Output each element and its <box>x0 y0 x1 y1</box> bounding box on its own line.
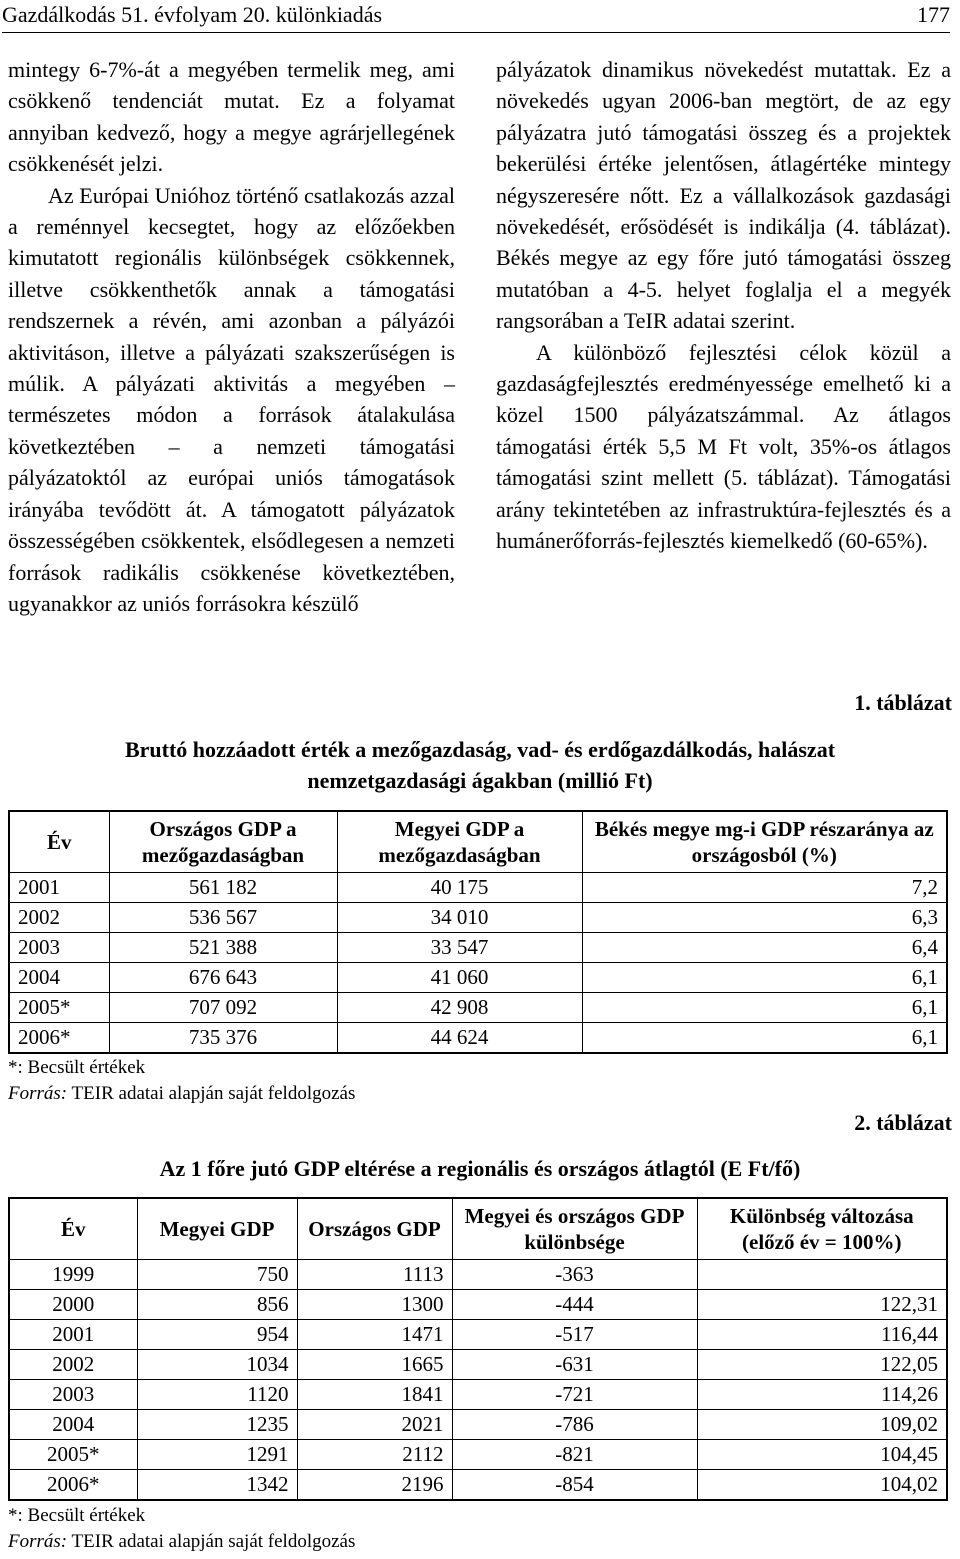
table-2-title: Az 1 főre jutó GDP eltérése a regionális és országos átlagtól (E Ft/fő) <box>159 1156 801 1181</box>
table-cell: 41 060 <box>337 963 582 993</box>
table-1 <box>8 810 948 1054</box>
table-cell: 1841 <box>297 1380 452 1410</box>
table-cell: 2003 <box>9 1380 137 1410</box>
table-cell: 6,1 <box>582 963 947 993</box>
table-1-title <box>0 734 960 796</box>
column-header: Megyei és országos GDP különbsége <box>452 1198 697 1260</box>
table-cell: 2006* <box>9 1470 137 1501</box>
table-cell: 6,1 <box>582 1023 947 1054</box>
table-1-source <box>8 1081 355 1107</box>
table-1-title-line: Bruttó hozzáadott érték a mezőgazdaság, vad- és erdőgazdálkodás, halászat <box>124 737 836 762</box>
table-cell: 2002 <box>9 903 109 933</box>
column-header: Megyei GDP <box>137 1198 297 1260</box>
table-cell: 1300 <box>297 1290 452 1320</box>
table-cell: 2021 <box>297 1410 452 1440</box>
table-2-source <box>8 1529 355 1555</box>
table-row <box>9 933 947 963</box>
column-header: Megyei GDP a mezőgazdaságban <box>337 811 582 873</box>
table-row <box>9 1023 947 1054</box>
table-cell: 6,3 <box>582 903 947 933</box>
column-header: Országos GDP a mezőgazdaságban <box>109 811 337 873</box>
table-cell: 33 547 <box>337 933 582 963</box>
journal-title: Gazdálkodás 51. évfolyam 20. különkiadás <box>2 2 383 27</box>
table-cell: 40 175 <box>337 873 582 903</box>
table-2-label: 2. táblázat <box>854 1110 952 1135</box>
table-2 <box>8 1197 948 1501</box>
table-cell: 1342 <box>137 1470 297 1501</box>
right-column <box>496 54 951 557</box>
table-cell: -786 <box>452 1410 697 1440</box>
table-cell: 735 376 <box>109 1023 337 1054</box>
source-label: Forrás: <box>8 1531 68 1552</box>
table-1-note: *: Becsült értékek <box>8 1057 146 1078</box>
table-cell: 2006* <box>9 1023 109 1054</box>
table-cell: 6,1 <box>582 993 947 1023</box>
table-cell: 1113 <box>297 1260 452 1290</box>
source-label: Forrás: <box>8 1083 68 1104</box>
table-cell: 44 624 <box>337 1023 582 1054</box>
table-row <box>9 903 947 933</box>
table-cell: 116,44 <box>697 1320 947 1350</box>
table-row <box>9 1350 947 1380</box>
table-cell: 2001 <box>9 873 109 903</box>
table-cell: 34 010 <box>337 903 582 933</box>
table-cell: 2003 <box>9 933 109 963</box>
column-header: Országos GDP <box>297 1198 452 1260</box>
table-row <box>9 963 947 993</box>
table-cell: 1034 <box>137 1350 297 1380</box>
table-row <box>9 1260 947 1290</box>
table-cell: 707 092 <box>109 993 337 1023</box>
table-cell: 2005* <box>9 1440 137 1470</box>
table-cell: 954 <box>137 1320 297 1350</box>
column-header: Év <box>9 811 109 873</box>
table-cell: 122,05 <box>697 1350 947 1380</box>
column-header: Év <box>9 1198 137 1260</box>
table-cell: 521 388 <box>109 933 337 963</box>
table-row <box>9 1380 947 1410</box>
paragraph: pályázatok dinamikus növekedést mutattak. Ez a növekedés ugyan 2006-ban megtört, de az egy pályázatra jutó támogatási összeg és a projektek bekerülési értéke jelentősen, átlagértéke mintegy négyszeresére nőtt. Ez a vállalkozások gazdasági növekedését, erősödését is indikálja (4. táblázat). Békés megye az egy főre jutó támogatási összeg mutatóban a 4-5. helyet foglalja el a megyék rangsorában a TeIR adatai szerint. <box>496 57 951 334</box>
table-cell: 1471 <box>297 1320 452 1350</box>
table-cell: 1999 <box>9 1260 137 1290</box>
table-cell: 856 <box>137 1290 297 1320</box>
table-cell: -721 <box>452 1380 697 1410</box>
table-cell: 2001 <box>9 1320 137 1350</box>
table-cell: 2196 <box>297 1470 452 1501</box>
table-1-label: 1. táblázat <box>854 690 952 715</box>
table-cell: 2002 <box>9 1350 137 1380</box>
table-cell: 104,45 <box>697 1440 947 1470</box>
source-text: TEIR adatai alapján saját feldolgozás <box>71 1531 356 1552</box>
table-cell: -444 <box>452 1290 697 1320</box>
table-cell: -854 <box>452 1470 697 1501</box>
table-header-row <box>9 811 947 873</box>
column-header: Békés megye mg-i GDP részaránya az országosból (%) <box>582 811 947 873</box>
source-text: TEIR adatai alapján saját feldolgozás <box>71 1083 356 1104</box>
table-cell: 1665 <box>297 1350 452 1380</box>
table-cell: 2005* <box>9 993 109 1023</box>
table-cell: 1291 <box>137 1440 297 1470</box>
table-row <box>9 993 947 1023</box>
table-cell: 750 <box>137 1260 297 1290</box>
table-cell: 7,2 <box>582 873 947 903</box>
table-cell: 2004 <box>9 1410 137 1440</box>
table-cell: -821 <box>452 1440 697 1470</box>
table-row <box>9 1440 947 1470</box>
table-cell: 2000 <box>9 1290 137 1320</box>
table-row <box>9 1290 947 1320</box>
table-cell: 2112 <box>297 1440 452 1470</box>
table-cell: -517 <box>452 1320 697 1350</box>
table-cell: 122,31 <box>697 1290 947 1320</box>
table-cell: 104,02 <box>697 1470 947 1501</box>
table-cell: 536 567 <box>109 903 337 933</box>
table-cell: -363 <box>452 1260 697 1290</box>
table-cell <box>697 1260 947 1290</box>
table-row <box>9 873 947 903</box>
table-cell: 42 908 <box>337 993 582 1023</box>
table-cell: 114,26 <box>697 1380 947 1410</box>
table-header-row <box>9 1198 947 1260</box>
table-row <box>9 1320 947 1350</box>
paragraph: mintegy 6-7%-át a megyében termelik meg, ami csökkenő tendenciát mutat. Ez a folyamat annyiban kedvező, hogy a megye agrárjellegének csökkenését jelzi. <box>8 57 455 177</box>
table-cell: 6,4 <box>582 933 947 963</box>
table-cell: 676 643 <box>109 963 337 993</box>
left-column <box>8 54 455 619</box>
page-number: 177 <box>917 2 950 27</box>
table-cell: 1235 <box>137 1410 297 1440</box>
table-row <box>9 1470 947 1501</box>
paragraph: A különböző fejlesztési célok közül a gazdaságfejlesztés eredményessége emelhető ki a közel 1500 pályázatszámmal. Az átlagos támogatási érték 5,5 M Ft volt, 35%-os átlagos támogatási szint mellett (5. táblázat). Támogatási arány tekintetében az infrastruktúra-fejlesztés és a humánerőforrás-fejlesztés kiemelkedő (60-65%). <box>496 339 951 554</box>
table-cell: 561 182 <box>109 873 337 903</box>
paragraph: Az Európai Unióhoz történő csatlakozás azzal a reménnyel kecsegtet, hogy az előzőekben kimutatott regionális különbségek csökkennek, illetve csökkenthetők annak a támogatási rendszernek a révén, ami azonban a pályázói aktivitáson, illetve a pályázati szakszerűségen is múlik. A pályázati aktivitás a megyében – természetes módon a források átalakulása következtében – a nemzeti támogatási pályázatoktól az európai uniós támogatások irányába tevődött át. A támogatott pályázatok összességében csökkentek, elsődlegesen a nemzeti források radikális csökkenése következtében, ugyanakkor az uniós forrásokra készülő <box>8 182 455 616</box>
running-header <box>2 0 950 33</box>
table-cell: 1120 <box>137 1380 297 1410</box>
table-2-note: *: Becsült értékek <box>8 1505 146 1526</box>
table-row <box>9 1410 947 1440</box>
table-cell: 2004 <box>9 963 109 993</box>
table-cell: -631 <box>452 1350 697 1380</box>
table-cell: 109,02 <box>697 1410 947 1440</box>
column-header: Különbség változása (előző év = 100%) <box>697 1198 947 1260</box>
table-1-title-line: nemzetgazdasági ágakban (millió Ft) <box>307 768 653 793</box>
